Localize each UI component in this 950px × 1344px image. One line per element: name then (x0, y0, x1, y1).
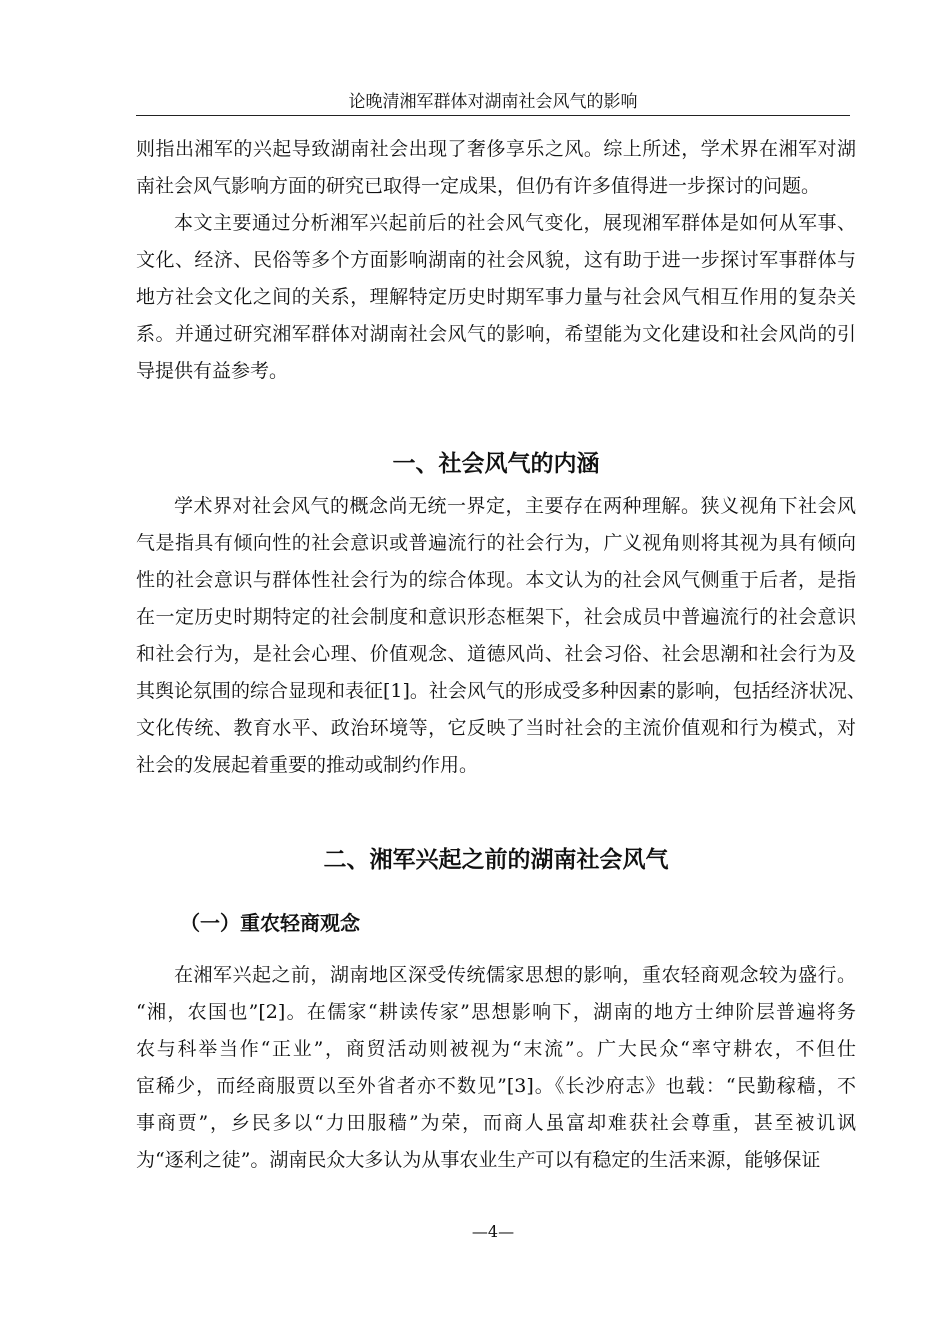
text-line: 地方社会文化之间的关系，理解特定历史时期军事力量与社会风气相互作用的复杂关 (136, 286, 856, 308)
text-line: 和社会行为，是社会心理、价值观念、道德风尚、社会习俗、社会思潮和社会行为及 (136, 643, 856, 665)
section-heading: 一、社会风气的内涵 (392, 451, 600, 477)
header-rule (136, 115, 850, 116)
text-line: 在一定历史时期特定的社会制度和意识形态框架下，社会成员中普遍流行的社会意识 (136, 606, 856, 628)
text-line: 气是指具有倾向性的社会意识或普遍流行的社会行为，广义视角则将其视为具有倾向 (136, 532, 856, 554)
text-line: 文化传统、教育水平、政治环境等，它反映了当时社会的主流价值观和行为模式，对 (136, 717, 856, 739)
text-line: 社会的发展起着重要的推动或制约作用。 (136, 754, 479, 776)
paragraph (136, 131, 856, 205)
text-line: 导提供有益参考。 (136, 360, 289, 382)
text-line: 性的社会意识与群体性社会行为的综合体现。本文认为的社会风气侧重于后者，是指 (136, 569, 856, 591)
text-line: 文化、经济、民俗等多个方面影响湖南的社会风貌，这有助于进一步探讨军事群体与 (136, 249, 856, 271)
paragraph (136, 957, 856, 1179)
text-line: 事商贾”，乡民多以“力田服穑”为荣，而商人虽富却难获社会尊重，甚至被讥讽 (136, 1112, 856, 1134)
paragraph (136, 488, 866, 784)
text-line: 学术界对社会风气的概念尚无统一界定，主要存在两种理解。狭义视角下社会风 (174, 495, 856, 517)
text-line: 系。并通过研究湘军群体对湖南社会风气的影响，希望能为文化建设和社会风尚的引 (136, 323, 856, 345)
text-line: 其舆论氛围的综合显现和表征[1]。社会风气的形成受多种因素的影响，包括经济状况、 (136, 680, 866, 702)
text-line: “湘，农国也”[2]。在儒家“耕读传家”思想影响下，湖南的地方士绅阶层普遍将务 (136, 1001, 856, 1023)
subsection-heading: （一）重农轻商观念 (180, 911, 360, 935)
text-line: 则指出湘军的兴起导致湖南社会出现了奢侈享乐之风。综上所述，学术界在湘军对湖 (136, 138, 856, 160)
text-line: 本文主要通过分析湘军兴起前后的社会风气变化，展现湘军群体是如何从军事、 (174, 212, 856, 234)
text-line: 为“逐利之徒”。湖南民众大多认为从事农业生产可以有稳定的生活来源，能够保证 (136, 1149, 821, 1171)
page-number: —4— (471, 1222, 515, 1241)
text-line: 南社会风气影响方面的研究已取得一定成果，但仍有许多值得进一步探讨的问题。 (136, 175, 821, 197)
paragraph (136, 205, 856, 390)
section-heading: 二、湘军兴起之前的湖南社会风气 (323, 847, 669, 873)
text-line: 在湘军兴起之前，湖南地区深受传统儒家思想的影响，重农轻商观念较为盛行。 (174, 964, 856, 986)
text-line: 宦稀少，而经商服贾以至外省者亦不数见”[3]。《长沙府志》也载：“民勤稼穑，不 (136, 1075, 856, 1097)
running-header: 论晚清湘军群体对湖南社会风气的影响 (348, 92, 638, 112)
text-line: 农与科举当作“正业”，商贸活动则被视为“末流”。广大民众“率守耕农，不但仕 (136, 1038, 856, 1060)
